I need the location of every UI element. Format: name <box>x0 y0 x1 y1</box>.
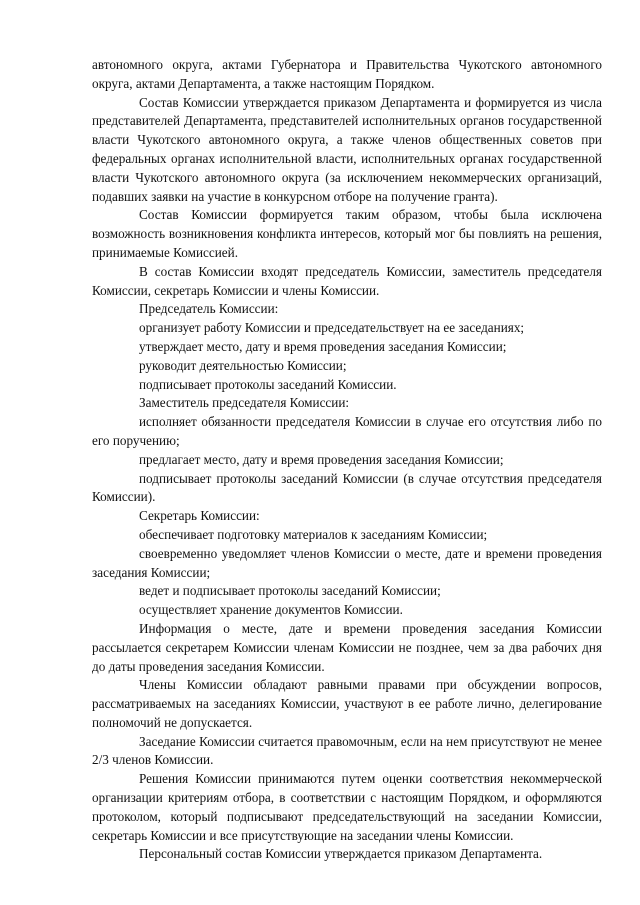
paragraph: Решения Комиссии принимаются путем оценки соответствия некоммерческой организации критериям отбора, в соответствии с настоящим Порядком, и оформляются протоколом, который подписывают председательствующий на заседании Комиссии, секретарь Комиссии и все присутствующие на заседании члены Комиссии. <box>92 771 602 843</box>
list-item: ведет и подписывает протоколы заседаний Комиссии; <box>139 583 441 599</box>
list-item: руководит деятельностью Комиссии; <box>139 357 347 373</box>
section-heading: Заместитель председателя Комиссии: <box>139 395 350 411</box>
list-item: предлагает место, дату и время проведения заседания Комиссии; <box>139 451 504 467</box>
section-heading: Председатель Комиссии: <box>139 301 279 317</box>
list-item: утверждает место, дату и время проведения заседания Комиссии; <box>139 338 507 354</box>
paragraph: Персональный состав Комиссии утверждается приказом Департамента. <box>139 846 543 862</box>
document-page <box>92 56 602 864</box>
list-item: исполняет обязанности председателя Комиссии в случае его отсутствия либо по его поручению; <box>92 414 602 448</box>
section-heading: Секретарь Комиссии: <box>139 508 260 524</box>
paragraph: Члены Комиссии обладают равными правами при обсуждении вопросов, рассматриваемых на заседаниях Комиссии, участвуют в ее работе лично, делегирование полномочий не допускается. <box>92 677 602 730</box>
list-item: осуществляет хранение документов Комиссии. <box>139 602 403 618</box>
list-item: обеспечивает подготовку материалов к заседаниям Комиссии; <box>139 526 488 542</box>
paragraph: Состав Комиссии утверждается приказом Департамента и формируется из числа представителей Департамента, представителей исполнительных органов государственной власти Чукотского автономного округа, а также членов общественных советов при федеральных органах исполнительной власти, исполнительных органах государственной власти Чукотского автономного округа (за исключением некоммерческих организаций, подавших заявки на участие в конкурсном отборе на получение гранта). <box>92 94 602 204</box>
list-item: организует работу Комиссии и председательствует на ее заседаниях; <box>139 320 525 336</box>
list-item: подписывает протоколы заседаний Комиссии. <box>139 376 397 392</box>
paragraph: В состав Комиссии входят председатель Комиссии, заместитель председателя Комиссии, секретарь Комиссии и члены Комиссии. <box>92 263 602 298</box>
paragraph: Заседание Комиссии считается правомочным, если на нем присутствуют не менее 2/3 членов Комиссии. <box>92 733 602 768</box>
paragraph: автономного округа, актами Губернатора и Правительства Чукотского автономного округа, актами Департамента, а также настоящим Порядком. <box>92 57 602 91</box>
paragraph: Информация о месте, дате и времени проведения заседания Комиссии рассылается секретарем Комиссии членам Комиссии не позднее, чем за два рабочих дня до даты проведения заседания Комиссии. <box>92 620 602 674</box>
paragraph: Состав Комиссии формируется таким образом, чтобы была исключена возможность возникновения конфликта интересов, который мог бы повлиять на решения, принимаемые Комиссией. <box>92 207 602 260</box>
list-item: подписывает протоколы заседаний Комиссии (в случае отсутствия председателя Комиссии). <box>92 470 602 505</box>
list-item: своевременно уведомляет членов Комиссии о месте, дате и времени проведения заседания Комиссии; <box>92 545 602 580</box>
